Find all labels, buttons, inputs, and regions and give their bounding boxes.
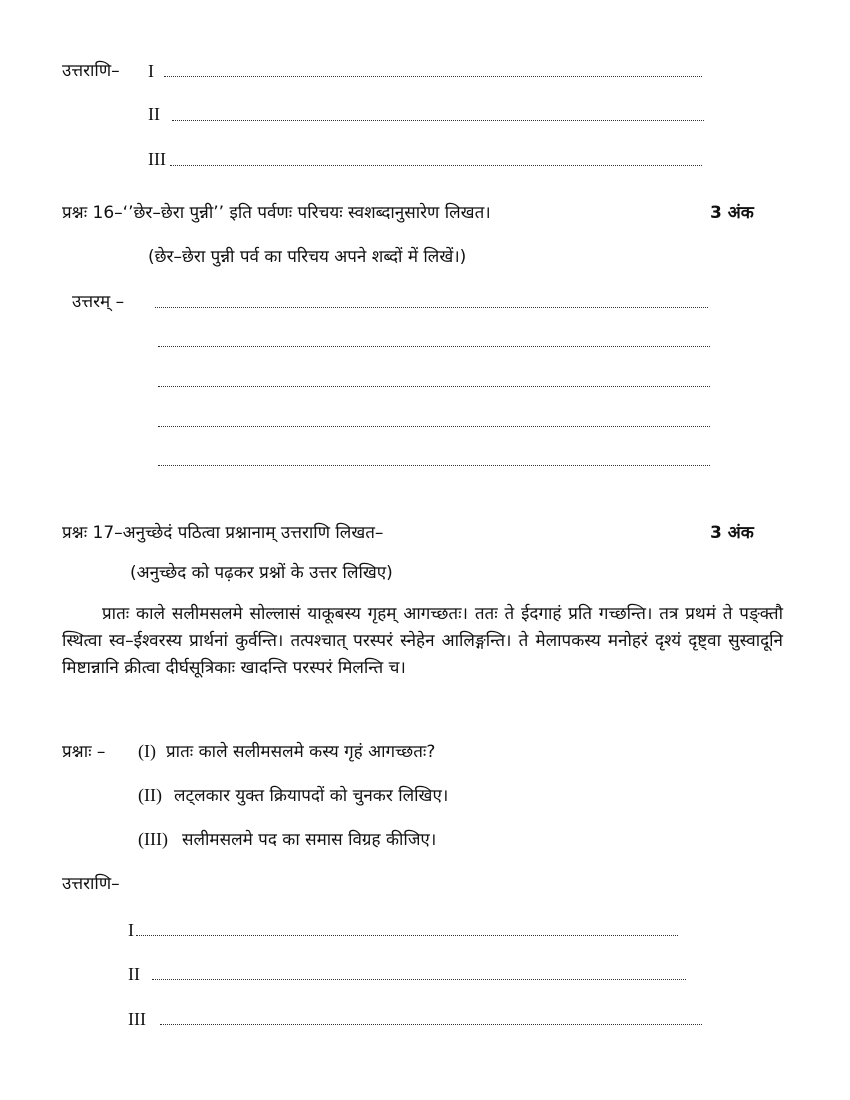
question-17: प्रश्नः 17–अनुच्छेदं पठित्वा प्रश्नानाम् उत्तराणि लिखत– [62, 523, 384, 543]
sub-question-3-number: (III) [138, 829, 168, 849]
answer-17-numeral-ii: II [128, 964, 140, 984]
sub-question-1-number: (I) [138, 741, 156, 761]
sub-question-3: सलीमसलमे पद का समास विग्रह कीजिए। [182, 830, 437, 850]
passage-paragraph: प्रातः काले सलीमसलमे सोल्लासं याकूबस्य गृहम् आगच्छतः। ततः ते ईदगाहं प्रति गच्छन्ति। तत्र प्रथमं ते पङ्क्तौ स्थित्वा स्व–ईश्वरस्य प्रार्थनां कुर्वन्ति। तत्पश्चात् परस्परं स्नेहेन आलिङ्गन्ति। ते मेलापकस्य मनोहरं दृश्यं दृष्ट्वा सुस्वादूनि मिष्टान्नानि क्रीत्वा दीर्घसूत्रिकाः खादन्ति परस्परं मिलन्ति च। [62, 604, 783, 678]
answer-17-line-ii[interactable] [152, 979, 686, 980]
sub-question-1: प्रातः काले सलीमसलमे कस्य गृहं आगच्छतः? [166, 742, 436, 762]
answers-heading-top: उत्तराणि– [62, 61, 120, 81]
answer-17-numeral-iii: III [128, 1009, 146, 1029]
answer-17-line-i[interactable] [136, 935, 678, 936]
question-16-hindi: (छेर–छेरा पुन्नी पर्व का परिचय अपने शब्दों में लिखें।) [148, 247, 467, 267]
question-16-marks: 3 अंक [710, 203, 754, 223]
answer-16-line-2[interactable] [158, 346, 710, 347]
sub-question-2: लट्लकार युक्त क्रियापदों को चुनकर लिखिए। [174, 786, 449, 806]
answer-17-numeral-i: I [128, 920, 134, 940]
questions-label: प्रश्नाः – [62, 742, 106, 762]
answer-numeral-ii: II [148, 104, 160, 124]
answer-16-line-4[interactable] [158, 426, 710, 427]
question-17-hindi: (अनुच्छेद को पढ़कर प्रश्नों के उत्तर लिखिए) [130, 563, 393, 583]
answer-label-16: उत्तरम् – [72, 292, 125, 312]
answer-line-ii[interactable] [172, 120, 704, 121]
answer-17-line-iii[interactable] [160, 1024, 702, 1025]
answer-line-i[interactable] [164, 76, 702, 77]
sub-question-2-number: (II) [138, 785, 162, 805]
answer-16-line-3[interactable] [158, 386, 710, 387]
answers-heading-17: उत्तराणि– [62, 874, 120, 894]
question-16: प्रश्नः 16–‘’छेर–छेरा पुन्नी’’ इति पर्वणः परिचयः स्वशब्दानुसारेण लिखत। [62, 203, 491, 223]
answer-16-line-5[interactable] [158, 465, 710, 466]
answer-16-line-1[interactable] [155, 307, 708, 308]
answer-line-iii[interactable] [170, 165, 702, 166]
answer-numeral-iii: III [148, 149, 166, 169]
question-17-marks: 3 अंक [710, 523, 754, 543]
answer-numeral-i: I [148, 61, 154, 81]
